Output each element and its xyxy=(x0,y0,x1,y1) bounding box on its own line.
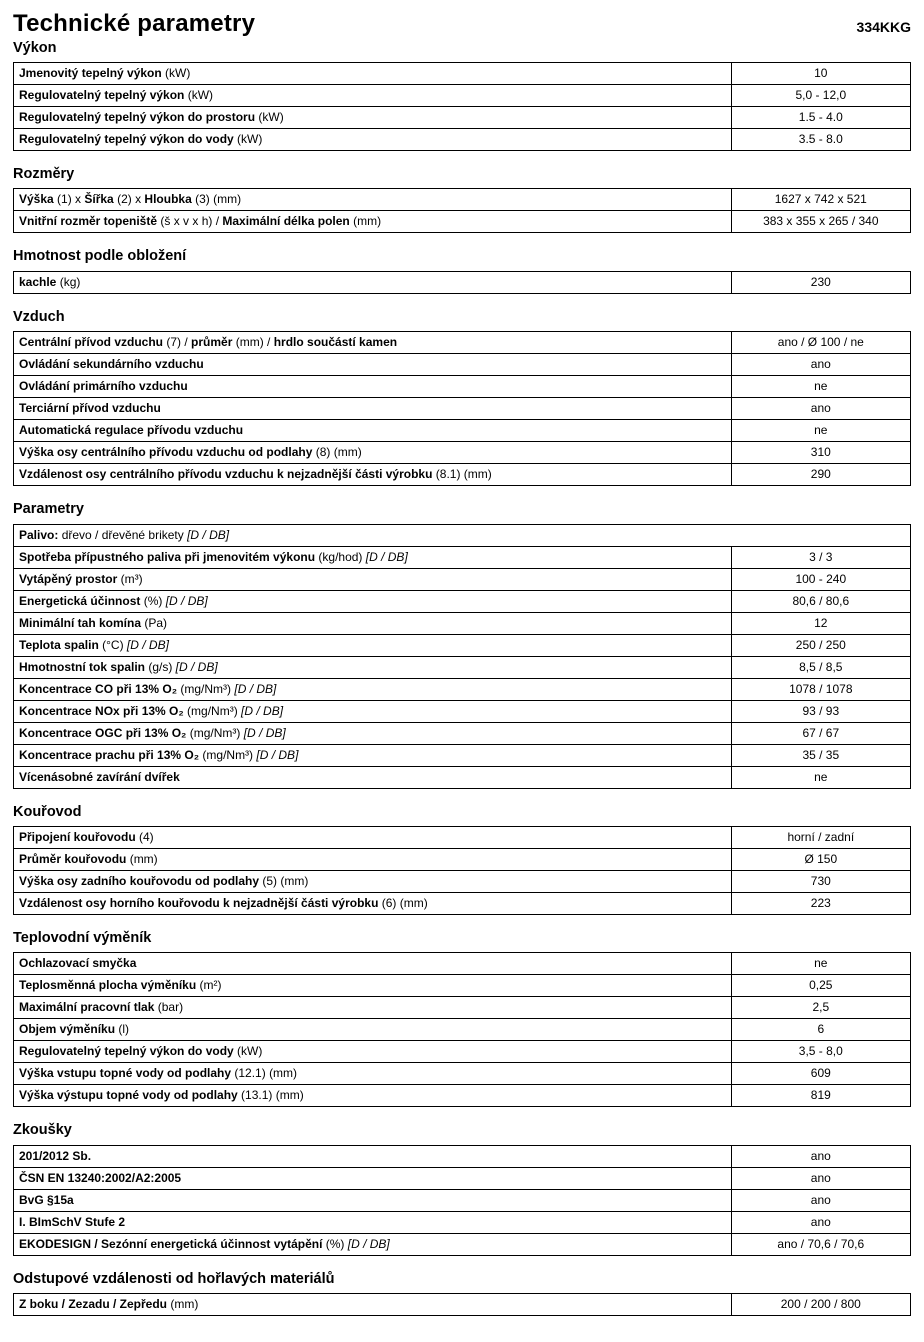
label-segment: Jmenovitý tepelný výkon xyxy=(19,65,162,80)
row-label xyxy=(14,1189,732,1211)
table-row xyxy=(14,1189,911,1211)
row-label xyxy=(14,1211,732,1233)
row-label xyxy=(14,442,732,464)
label-segment: (m²) xyxy=(196,978,222,993)
label-segment: Hmotnostní tok spalin xyxy=(19,659,145,674)
row-value: 1078 / 1078 xyxy=(731,678,910,700)
table-row xyxy=(14,634,911,656)
row-value: 93 / 93 xyxy=(731,700,910,722)
label-segment: [D / DB] xyxy=(241,703,284,718)
label-segment: (kW) xyxy=(161,65,191,80)
table-row xyxy=(14,612,911,634)
label-segment: (m³) xyxy=(117,571,143,586)
row-label xyxy=(14,1145,732,1167)
label-segment: Koncentrace CO při 13% O₂ xyxy=(19,681,178,696)
label-segment: EKODESIGN / Sezónní energetická účinnost vytápění xyxy=(19,1236,323,1251)
spec-table xyxy=(13,62,911,151)
label-segment: (mm) xyxy=(349,214,382,229)
section xyxy=(13,309,911,486)
label-segment: Výška výstupu topné vody od podlahy xyxy=(19,1088,238,1103)
label-segment: hrdlo součástí kamen xyxy=(273,335,398,350)
label-segment: (°C) xyxy=(98,637,127,652)
label-segment: Koncentrace prachu při 13% O₂ xyxy=(19,747,200,762)
row-label xyxy=(14,1294,732,1316)
label-segment: BvG §15a xyxy=(19,1192,74,1207)
table-row xyxy=(14,975,911,997)
label-segment: Maximální pracovní tlak xyxy=(19,1000,155,1015)
label-segment: [D / DB] xyxy=(243,725,286,740)
row-value: ne xyxy=(731,376,910,398)
row-value: 5,0 - 12,0 xyxy=(731,84,910,106)
row-value: 0,25 xyxy=(731,975,910,997)
label-segment: [D / DB] xyxy=(347,1236,390,1251)
row-value: horní / zadní xyxy=(731,826,910,848)
row-value: 3.5 - 8.0 xyxy=(731,128,910,150)
label-segment: (mm) xyxy=(126,851,158,866)
label-segment: Regulovatelný tepelný výkon do vody xyxy=(19,1044,234,1059)
row-label xyxy=(14,848,732,870)
spec-table xyxy=(13,271,911,294)
table-row xyxy=(14,766,911,788)
label-segment: (š x v x h) / xyxy=(157,214,223,229)
row-value: 609 xyxy=(731,1063,910,1085)
table-row xyxy=(14,84,911,106)
row-value: ne xyxy=(731,953,910,975)
row-label xyxy=(14,524,911,546)
row-label xyxy=(14,590,732,612)
row-value: 12 xyxy=(731,612,910,634)
row-value: Ø 150 xyxy=(731,848,910,870)
row-value: ano xyxy=(731,1189,910,1211)
label-segment: (2) x xyxy=(113,192,145,207)
row-value: 1.5 - 4.0 xyxy=(731,106,910,128)
table-row xyxy=(14,700,911,722)
table-row xyxy=(14,997,911,1019)
table-row xyxy=(14,953,911,975)
row-value: ano / 70,6 / 70,6 xyxy=(731,1233,910,1255)
label-segment: (kW) xyxy=(184,87,214,102)
section xyxy=(13,501,911,788)
table-row xyxy=(14,1085,911,1107)
row-label xyxy=(14,420,732,442)
row-label xyxy=(14,766,732,788)
label-segment: Výška xyxy=(19,192,54,207)
row-value: 819 xyxy=(731,1085,910,1107)
row-label xyxy=(14,997,732,1019)
table-row xyxy=(14,1211,911,1233)
table-row xyxy=(14,546,911,568)
label-segment: Centrální přívod vzduchu xyxy=(19,335,164,350)
row-value: 10 xyxy=(731,62,910,84)
spec-table xyxy=(13,188,911,233)
label-segment: [D / DB] xyxy=(175,659,218,674)
table-row xyxy=(14,376,911,398)
table-row xyxy=(14,398,911,420)
row-label xyxy=(14,1041,732,1063)
label-segment: I. BImSchV Stufe 2 xyxy=(19,1214,126,1229)
label-segment: (l) xyxy=(115,1022,130,1037)
row-value: ano xyxy=(731,1145,910,1167)
section-heading: Kouřovod xyxy=(13,803,82,820)
label-segment: Z boku / Zezadu / Zepředu xyxy=(19,1297,168,1312)
row-value: ne xyxy=(731,766,910,788)
section-heading: Teplovodní výměník xyxy=(13,929,152,946)
table-row xyxy=(14,62,911,84)
row-label xyxy=(14,1233,732,1255)
row-value: 3 / 3 xyxy=(731,546,910,568)
section-heading: Výkon xyxy=(13,39,57,56)
row-label xyxy=(14,271,732,293)
row-label xyxy=(14,1085,732,1107)
table-row xyxy=(14,524,911,546)
label-segment: (mg/Nm³) xyxy=(186,725,244,740)
row-value: ano xyxy=(731,1211,910,1233)
section xyxy=(13,930,911,1107)
row-label xyxy=(14,189,732,211)
label-segment: Výška osy zadního kouřovodu od podlahy xyxy=(19,873,260,888)
spec-table xyxy=(13,826,911,915)
label-segment: Koncentrace NOx při 13% O₂ xyxy=(19,703,184,718)
label-segment: (12.1) (mm) xyxy=(231,1066,298,1081)
label-segment: Palivo: xyxy=(19,527,59,542)
row-label xyxy=(14,84,732,106)
label-segment: průměr xyxy=(191,335,233,350)
row-value: 100 - 240 xyxy=(731,568,910,590)
row-label xyxy=(14,464,732,486)
row-label xyxy=(14,354,732,376)
section-heading: Zkoušky xyxy=(13,1122,72,1139)
label-segment: Spotřeba přípustného paliva při jmenovitém výkonu xyxy=(19,549,316,564)
row-value: 8,5 / 8,5 xyxy=(731,656,910,678)
row-value: 2,5 xyxy=(731,997,910,1019)
label-segment: Objem výměníku xyxy=(19,1022,116,1037)
section xyxy=(13,1122,911,1255)
label-segment: Připojení kouřovodu xyxy=(19,829,136,844)
table-row xyxy=(14,848,911,870)
label-segment: dřevo / dřevěné brikety xyxy=(58,527,188,542)
label-segment: Šířka xyxy=(84,192,114,207)
table-row xyxy=(14,1145,911,1167)
label-segment: (mg/Nm³) xyxy=(199,747,257,762)
table-row xyxy=(14,656,911,678)
row-label xyxy=(14,376,732,398)
label-segment: (5) (mm) xyxy=(259,873,309,888)
table-row xyxy=(14,354,911,376)
section-heading: Odstupové vzdálenosti od hořlavých materiálů xyxy=(13,1270,335,1287)
label-segment: (%) xyxy=(322,1236,348,1251)
label-segment: [D / DB] xyxy=(165,593,208,608)
table-row xyxy=(14,128,911,150)
row-label xyxy=(14,398,732,420)
row-value: 3,5 - 8,0 xyxy=(731,1041,910,1063)
row-label xyxy=(14,332,732,354)
row-label xyxy=(14,612,732,634)
label-segment: Maximální délka polen xyxy=(222,214,350,229)
table-row xyxy=(14,1041,911,1063)
section-heading: Rozměry xyxy=(13,165,75,182)
label-segment: ČSN EN 13240:2002/A2:2005 xyxy=(19,1170,182,1185)
label-segment: (mm) / xyxy=(232,335,274,350)
sections-container xyxy=(13,40,911,1317)
row-label xyxy=(14,892,732,914)
row-value: 223 xyxy=(731,892,910,914)
row-value: 67 / 67 xyxy=(731,722,910,744)
label-segment: Regulovatelný tepelný výkon do prostoru xyxy=(19,109,256,124)
label-segment: Vytápěný prostor xyxy=(19,571,118,586)
row-value: 250 / 250 xyxy=(731,634,910,656)
row-value: ano xyxy=(731,1167,910,1189)
table-row xyxy=(14,1294,911,1316)
label-segment: (mg/Nm³) xyxy=(183,703,242,718)
label-segment: kachle xyxy=(19,274,57,289)
label-segment: Regulovatelný tepelný výkon do vody xyxy=(19,131,234,146)
label-segment: Automatická regulace přívodu vzduchu xyxy=(19,423,244,438)
label-segment: Regulovatelný tepelný výkon xyxy=(19,87,185,102)
row-label xyxy=(14,953,732,975)
table-row xyxy=(14,1019,911,1041)
label-segment: Terciární přívod vzduchu xyxy=(19,401,161,416)
label-segment: (bar) xyxy=(154,1000,184,1015)
label-segment: Minimální tah komína xyxy=(19,615,142,630)
table-row xyxy=(14,892,911,914)
table-row xyxy=(14,271,911,293)
row-label xyxy=(14,634,732,656)
document-header xyxy=(13,10,911,38)
label-segment: Ochlazovací smyčka xyxy=(19,956,137,971)
row-value: ano xyxy=(731,398,910,420)
row-label xyxy=(14,744,732,766)
table-row xyxy=(14,106,911,128)
spec-table xyxy=(13,952,911,1107)
table-row xyxy=(14,420,911,442)
row-label xyxy=(14,700,732,722)
section-heading: Parametry xyxy=(13,501,84,518)
label-segment: (kg/hod) xyxy=(315,549,366,564)
label-segment: [D / DB] xyxy=(187,527,230,542)
label-segment: (7) / xyxy=(163,335,192,350)
row-label xyxy=(14,128,732,150)
table-row xyxy=(14,1167,911,1189)
section-heading: Vzduch xyxy=(13,308,65,325)
table-row xyxy=(14,722,911,744)
spec-table xyxy=(13,331,911,486)
table-row xyxy=(14,678,911,700)
label-segment: Energetická účinnost xyxy=(19,593,141,608)
table-row xyxy=(14,1233,911,1255)
table-row xyxy=(14,442,911,464)
table-row xyxy=(14,590,911,612)
row-label xyxy=(14,722,732,744)
label-segment: (4) xyxy=(135,829,154,844)
row-value: 6 xyxy=(731,1019,910,1041)
row-label xyxy=(14,870,732,892)
table-row xyxy=(14,744,911,766)
section-heading: Hmotnost podle obložení xyxy=(13,248,187,265)
label-segment: (6) (mm) xyxy=(378,895,428,910)
row-label xyxy=(14,656,732,678)
row-value: ano xyxy=(731,354,910,376)
row-value: 80,6 / 80,6 xyxy=(731,590,910,612)
row-label xyxy=(14,211,732,233)
label-segment: (kW) xyxy=(233,131,263,146)
row-label xyxy=(14,678,732,700)
table-row xyxy=(14,826,911,848)
label-segment: Výška osy centrálního přívodu vzduchu od podlahy xyxy=(19,445,313,460)
row-value: 730 xyxy=(731,870,910,892)
table-row xyxy=(14,568,911,590)
label-segment: Ovládání primárního vzduchu xyxy=(19,379,188,394)
row-value: 1627 x 742 x 521 xyxy=(731,189,910,211)
label-segment: [D / DB] xyxy=(234,681,277,696)
row-value: 383 x 355 x 265 / 340 xyxy=(731,211,910,233)
label-segment: (mg/Nm³) xyxy=(177,681,235,696)
table-row xyxy=(14,211,911,233)
label-segment: (13.1) (mm) xyxy=(237,1088,304,1103)
spec-table xyxy=(13,524,911,789)
row-value: ne xyxy=(731,420,910,442)
section xyxy=(13,40,911,151)
row-value: 230 xyxy=(731,271,910,293)
label-segment: (kW) xyxy=(233,1044,263,1059)
spec-table xyxy=(13,1293,911,1316)
label-segment: Vícenásobné zavírání dvířek xyxy=(19,769,180,784)
label-segment: Vzdálenost osy centrálního přívodu vzduchu k nejzadnější části výrobku xyxy=(19,467,433,482)
label-segment: Hloubka xyxy=(144,192,192,207)
label-segment: (8) (mm) xyxy=(312,445,362,460)
row-label xyxy=(14,568,732,590)
row-label xyxy=(14,546,732,568)
table-row xyxy=(14,464,911,486)
product-code: 334KKG xyxy=(856,18,911,35)
section xyxy=(13,1271,911,1316)
row-value: 35 / 35 xyxy=(731,744,910,766)
label-segment: [D / DB] xyxy=(365,549,408,564)
row-label xyxy=(14,1167,732,1189)
section xyxy=(13,166,911,233)
label-segment: Vnitřní rozměr topeniště xyxy=(19,214,158,229)
row-label xyxy=(14,62,732,84)
row-label xyxy=(14,1019,732,1041)
label-segment: 201/2012 Sb. xyxy=(19,1148,92,1163)
label-segment: (g/s) xyxy=(145,659,176,674)
table-row xyxy=(14,189,911,211)
table-row xyxy=(14,1063,911,1085)
page-title: Technické parametry xyxy=(13,10,256,37)
table-row xyxy=(14,332,911,354)
row-value: ano / Ø 100 / ne xyxy=(731,332,910,354)
label-segment: (8.1) (mm) xyxy=(432,467,492,482)
row-label xyxy=(14,106,732,128)
row-label xyxy=(14,1063,732,1085)
label-segment: (kg) xyxy=(56,274,81,289)
label-segment: Teplota spalin xyxy=(19,637,99,652)
spec-table xyxy=(13,1145,911,1256)
label-segment: (mm) xyxy=(167,1297,199,1312)
row-label xyxy=(14,826,732,848)
label-segment: (kW) xyxy=(255,109,284,124)
row-value: 310 xyxy=(731,442,910,464)
section xyxy=(13,804,911,915)
label-segment: Ovládání sekundárního vzduchu xyxy=(19,357,204,372)
section xyxy=(13,248,911,293)
table-row xyxy=(14,870,911,892)
row-label xyxy=(14,975,732,997)
label-segment: Výška vstupu topné vody od podlahy xyxy=(19,1066,232,1081)
label-segment: (%) xyxy=(140,593,166,608)
label-segment: (1) x xyxy=(53,192,85,207)
label-segment: Teplosměnná plocha výměníku xyxy=(19,978,197,993)
label-segment: [D / DB] xyxy=(126,637,169,652)
label-segment: [D / DB] xyxy=(256,747,299,762)
row-value: 290 xyxy=(731,464,910,486)
label-segment: (Pa) xyxy=(141,615,168,630)
label-segment: Průměr kouřovodu xyxy=(19,851,127,866)
label-segment: Vzdálenost osy horního kouřovodu k nejzadnější části výrobku xyxy=(19,895,379,910)
label-segment: Koncentrace OGC při 13% O₂ xyxy=(19,725,187,740)
row-value: 200 / 200 / 800 xyxy=(731,1294,910,1316)
label-segment: (3) (mm) xyxy=(191,192,242,207)
